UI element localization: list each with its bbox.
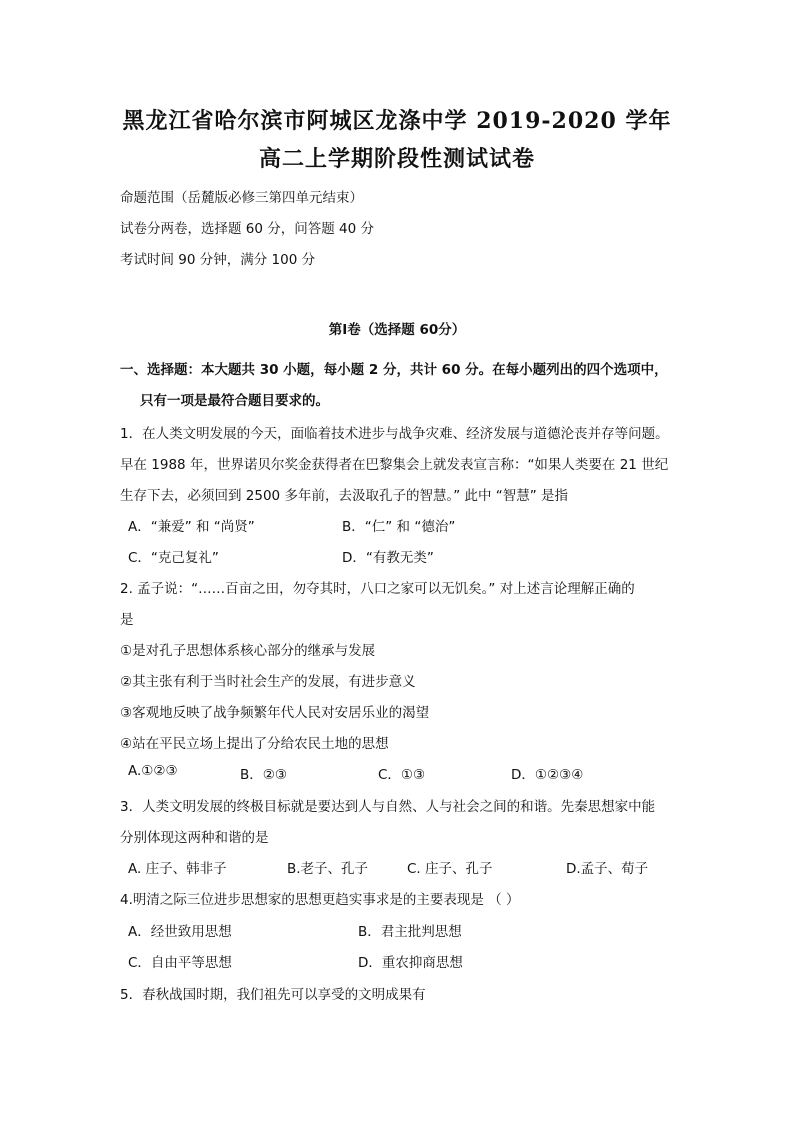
- q4-line1: 4.明清之际三位进步思想家的思想更趋实事求是的主要表现是 （ ）: [120, 892, 520, 908]
- q2-statement-4: ④站在平民立场上提出了分给农民土地的思想: [120, 736, 389, 752]
- q2-line2: 是: [120, 612, 134, 628]
- q1-line1: 1．在人类文明发展的今天，面临着技术进步与战争灾难、经济发展与道德沦丧并存等问题。: [120, 426, 669, 442]
- q1-option-a: A．“兼爱” 和 “尚贤”: [128, 519, 255, 535]
- section-heading: 第Ⅰ卷（选择题 60分）: [328, 322, 466, 338]
- q2-statement-1: ①是对孔子思想体系核心部分的继承与发展: [120, 643, 376, 659]
- q2-option-c: C．①③: [378, 767, 426, 783]
- q5-line1: 5．春秋战国时期，我们祖先可以享受的文明成果有: [120, 987, 426, 1003]
- q1-option-d: D．“有教无类”: [342, 550, 434, 566]
- section-instruction-line1: 一、选择题：本大题共 30 小题，每小题 2 分，共计 60 分。在每小题列出的四个选项中，: [120, 362, 668, 378]
- q3-option-b: B.老子、孔子: [287, 861, 369, 877]
- q2-line1: 2. 孟子说：“……百亩之田，勿夺其时，八口之家可以无饥矣。” 对上述言论理解正确的: [120, 581, 635, 597]
- q2-statement-3: ③客观地反映了战争频繁年代人民对安居乐业的渴望: [120, 705, 430, 721]
- q4-option-d: D．重农抑商思想: [358, 955, 463, 971]
- q2-statement-2: ②其主张有利于当时社会生产的发展，有进步意义: [120, 674, 416, 690]
- q1-option-b: B．“仁” 和 “德治”: [342, 519, 456, 535]
- exam-title-line2: 高二上学期阶段性测试试卷: [258, 146, 535, 172]
- exam-parts: 试卷分两卷，选择题 60 分，问答题 40 分: [120, 221, 375, 237]
- q2-option-a: A.①②③: [128, 763, 178, 779]
- exam-title-line1: 黑龙江省哈尔滨市阿城区龙涤中学 2019-2020 学年: [122, 108, 672, 134]
- q4-option-c: C．自由平等思想: [128, 955, 232, 971]
- q3-option-c: C. 庄子、孔子: [407, 861, 493, 877]
- q3-option-d: D.孟子、荀子: [566, 861, 649, 877]
- q1-line3: 生存下去，必须回到 2500 多年前，去汲取孔子的智慧。” 此中 “智慧” 是指: [120, 488, 569, 504]
- q1-option-c: C．“克己复礼”: [128, 550, 219, 566]
- exam-time: 考试时间 90 分钟，满分 100 分: [120, 252, 316, 268]
- exam-scope: 命题范围（岳麓版必修三第四单元结束）: [120, 190, 363, 206]
- section-instruction-line2: 只有一项是最符合题目要求的。: [140, 393, 329, 409]
- q2-option-d: D．①②③④: [511, 767, 584, 783]
- q4-option-a: A．经世致用思想: [128, 924, 232, 940]
- q3-line2: 分别体现这两种和谐的是: [120, 830, 269, 846]
- q3-line1: 3．人类文明发展的终极目标就是要达到人与自然、人与社会之间的和谐。先秦思想家中能: [120, 799, 656, 815]
- q4-option-b: B．君主批判思想: [358, 924, 462, 940]
- q2-option-b: B．②③: [240, 767, 287, 783]
- q3-option-a: A. 庄子、韩非子: [128, 861, 227, 877]
- q1-line2: 早在 1988 年，世界诺贝尔奖金获得者在巴黎集会上就发表宣言称：“如果人类要在 21 世纪: [120, 457, 669, 473]
